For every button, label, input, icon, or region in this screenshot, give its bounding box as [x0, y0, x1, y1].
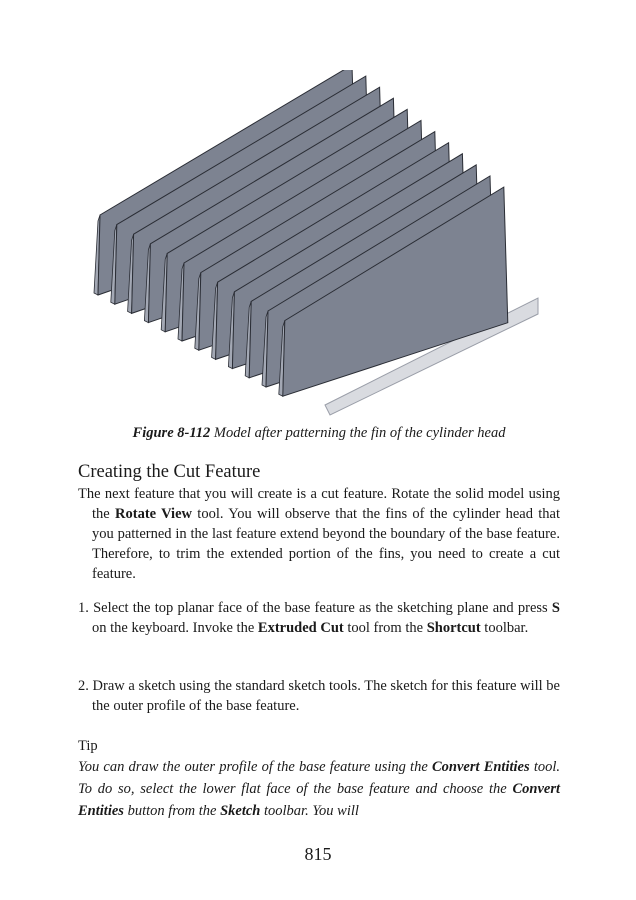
rotate-view-term: Rotate View [115, 506, 192, 522]
intro-paragraph [78, 484, 560, 584]
para1-text-1: The next feature that you will create is a cut feature. Rotate the solid model using the [78, 486, 560, 522]
step1-text-2: on the keyboard. Invoke the [92, 620, 258, 636]
step-2 [78, 676, 560, 716]
step2-text: 2. Draw a sketch using the standard sketch tools. The sketch for this feature will be the outer profile of the base feature. [78, 678, 560, 714]
section-heading: Creating the Cut Feature [78, 462, 261, 482]
step1-text-3: tool from the [343, 620, 427, 636]
figure-label: Figure 8-112 [132, 425, 211, 441]
tip-text-1: You can draw the outer profile of the base feature using the [78, 759, 432, 775]
convert-entities-term: Convert Entities [431, 759, 530, 775]
extruded-cut-term: Extruded Cut [257, 620, 344, 636]
tip-text-4: toolbar. You will [260, 803, 359, 819]
figure-cylinder-head-fins [60, 70, 580, 420]
tip-text-2: tool. To do so, select the lower flat face of the base feature and choose the [78, 759, 560, 797]
tip-label: Tip [78, 738, 98, 754]
fins-model-illustration [60, 70, 580, 420]
sketch-term: Sketch [220, 803, 261, 819]
shortcut-term: Shortcut [426, 620, 481, 636]
tip-text [78, 756, 560, 822]
key-s: S [551, 600, 560, 616]
figure-caption [78, 423, 560, 443]
page-number: 815 [304, 844, 332, 864]
step-1 [78, 598, 560, 638]
para1-text-2: tool. You will observe that the fins of the cylinder head that you patterned in the last feature extend beyond the boundary of the base feature. Therefore, to trim the extended portion of the fins, you need to create a cut feature. [92, 506, 561, 582]
tip-text-3: button from the [123, 803, 221, 819]
step1-text-4: toolbar. [480, 620, 529, 636]
convert-entities-term-2: Convert Entities [78, 781, 560, 819]
figure-caption-text: Model after patterning the fin of the cylinder head [210, 425, 506, 441]
step1-text-1: 1. Select the top planar face of the base feature as the sketching plane and press [78, 600, 552, 616]
